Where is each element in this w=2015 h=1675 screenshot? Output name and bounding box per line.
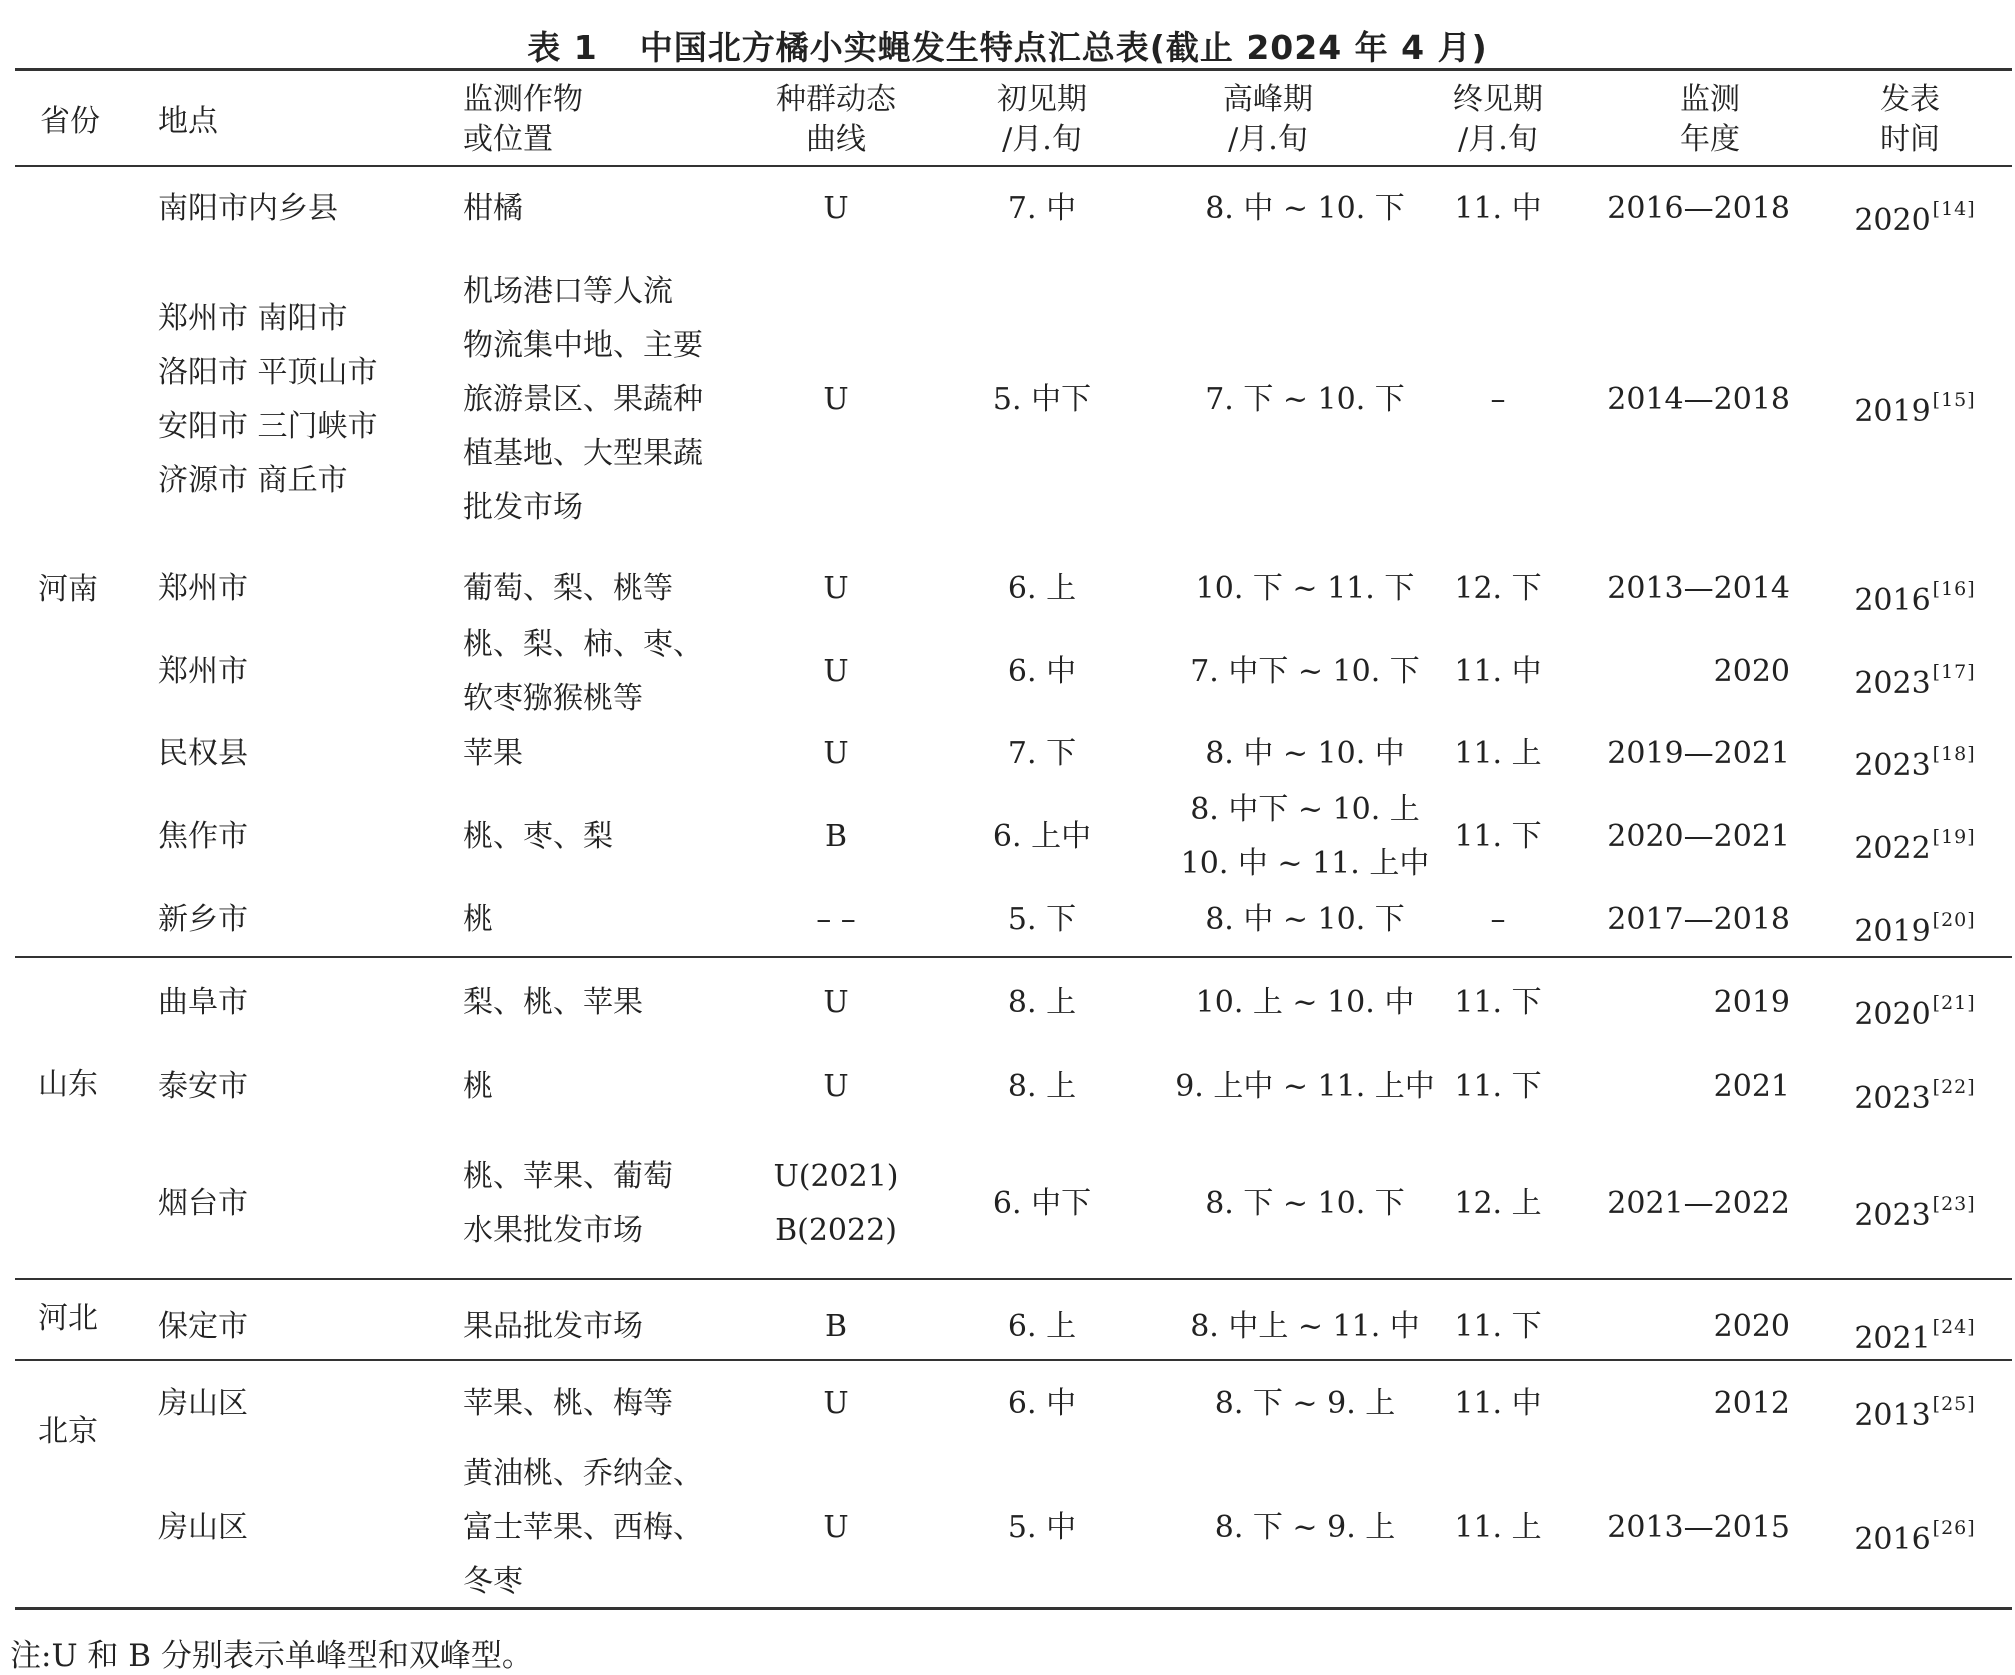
cell-pub [1820, 810, 2010, 876]
cell-curve: U [823, 654, 849, 689]
cell-location: 洛阳市 平顶山市 [158, 355, 378, 390]
cell-location: 新乡市 [158, 902, 248, 937]
cell-pub [1820, 976, 2010, 1042]
cell-years: 2013—2015 [1607, 1510, 1790, 1545]
reference-number: [21] [1932, 992, 1976, 1014]
cell-peak: 9. 上中 ~ 11. 上中 [1175, 1069, 1435, 1104]
cell-first: 6. 中 [1007, 654, 1077, 689]
cell-last: 11. 上 [1454, 736, 1542, 771]
header-peak-line2: /月.旬 [1228, 122, 1308, 157]
header-first-line1: 初见期 [997, 82, 1087, 117]
cell-pub [1820, 1377, 2010, 1443]
cell-last: 11. 中 [1454, 1386, 1542, 1421]
cell-years: 2020—2021 [1607, 819, 1790, 854]
cell-location: 曲阜市 [158, 985, 248, 1020]
bottom-rule [15, 1607, 2012, 1610]
cell-location: 南阳市内乡县 [158, 191, 338, 226]
cell-peak: 8. 下 ~ 9. 上 [1214, 1386, 1396, 1421]
cell-first: 5. 中 [1007, 1510, 1077, 1545]
cell-years: 2021—2022 [1607, 1186, 1790, 1221]
cell-location: 郑州市 南阳市 [158, 301, 348, 336]
pub-year: 2016 [1854, 583, 1931, 618]
cell-years: 2013—2014 [1607, 571, 1790, 606]
cell-peak: 7. 中下 ~ 10. 下 [1190, 654, 1420, 689]
cell-crop: 黄油桃、乔纳金、 [463, 1456, 703, 1491]
top-rule [15, 68, 2012, 71]
province-label-henan: 河南 [38, 572, 98, 607]
cell-crop: 富士苹果、西梅、 [463, 1510, 703, 1545]
cell-pub [1820, 1501, 2010, 1567]
cell-crop: 桃、枣、梨 [463, 819, 613, 854]
header-rule [15, 165, 2012, 167]
cell-crop: 梨、桃、苹果 [463, 985, 643, 1020]
cell-crop: 冬枣 [463, 1564, 523, 1599]
group-divider-hebei [15, 1359, 2012, 1361]
cell-last: 11. 上 [1454, 1510, 1542, 1545]
cell-peak: 7. 下 ~ 10. 下 [1205, 382, 1405, 417]
cell-years: 2014—2018 [1607, 382, 1790, 417]
cell-location: 房山区 [158, 1510, 248, 1545]
cell-crop: 桃、苹果、葡萄 [463, 1159, 673, 1194]
province-label-hebei: 河北 [38, 1301, 98, 1336]
header-crop-line1: 监测作物 [463, 82, 583, 117]
cell-pub [1820, 373, 2010, 439]
cell-curve: B [824, 1309, 848, 1344]
cell-last: 11. 中 [1454, 191, 1542, 226]
reference-number: [23] [1932, 1193, 1976, 1215]
cell-crop: 葡萄、梨、桃等 [463, 571, 673, 606]
pub-year: 2023 [1854, 1198, 1931, 1233]
pub-year: 2021 [1854, 1321, 1931, 1356]
cell-location: 房山区 [158, 1386, 248, 1421]
reference-number: [18] [1932, 743, 1976, 765]
cell-pub [1820, 182, 2010, 248]
header-pub-line1: 发表 [1880, 82, 1940, 117]
cell-crop: 柑橘 [463, 191, 523, 226]
reference-number: [17] [1932, 661, 1976, 683]
cell-first: 7. 下 [1007, 736, 1077, 771]
cell-years: 2019—2021 [1607, 736, 1790, 771]
pub-year: 2020 [1854, 203, 1931, 238]
cell-peak: 8. 下 ~ 10. 下 [1205, 1186, 1405, 1221]
cell-crop: 苹果 [463, 736, 523, 771]
header-curve-line2: 曲线 [806, 122, 866, 157]
cell-curve: U [823, 571, 849, 606]
cell-last: – [1490, 382, 1506, 417]
cell-curve: – – [816, 902, 856, 937]
cell-last: 11. 中 [1454, 654, 1542, 689]
cell-peak: 8. 中上 ~ 11. 中 [1190, 1309, 1420, 1344]
header-province: 省份 [40, 104, 100, 139]
reference-number: [24] [1932, 1316, 1976, 1338]
cell-peak: 8. 中 ~ 10. 中 [1205, 736, 1405, 771]
cell-curve: U [823, 382, 849, 417]
cell-location: 烟台市 [158, 1186, 248, 1221]
cell-first: 6. 中下 [992, 1186, 1092, 1221]
cell-last: 11. 下 [1454, 1069, 1542, 1104]
cell-peak: 8. 中下 ~ 10. 上 [1190, 792, 1420, 827]
group-divider-shandong [15, 1278, 2012, 1280]
cell-peak: 10. 中 ~ 11. 上中 [1180, 846, 1430, 881]
cell-curve: U [823, 1510, 849, 1545]
cell-last: 12. 下 [1454, 571, 1542, 606]
reference-number: [20] [1932, 909, 1976, 931]
cell-first: 6. 中 [1007, 1386, 1077, 1421]
cell-years: 2012 [1713, 1386, 1790, 1421]
cell-location: 焦作市 [158, 819, 248, 854]
cell-peak: 10. 上 ~ 10. 中 [1195, 985, 1415, 1020]
header-year-line1: 监测 [1680, 82, 1740, 117]
cell-last: 12. 上 [1454, 1186, 1542, 1221]
cell-years: 2019 [1713, 985, 1790, 1020]
cell-first: 7. 中 [1007, 191, 1077, 226]
table-caption [0, 22, 2015, 69]
cell-location: 泰安市 [158, 1069, 248, 1104]
cell-curve: U [823, 1069, 849, 1104]
header-year-line2: 年度 [1680, 122, 1740, 157]
cell-last: 11. 下 [1454, 985, 1542, 1020]
cell-crop: 机场港口等人流 [463, 274, 673, 309]
cell-pub [1820, 727, 2010, 793]
reference-number: [22] [1932, 1076, 1976, 1098]
cell-location: 济源市 商丘市 [158, 463, 348, 498]
reference-number: [26] [1932, 1517, 1976, 1539]
cell-years: 2020 [1713, 1309, 1790, 1344]
reference-number: [25] [1932, 1393, 1976, 1415]
cell-first: 6. 上 [1007, 1309, 1077, 1344]
cell-peak: 8. 中 ~ 10. 下 [1205, 902, 1405, 937]
cell-crop: 软枣猕猴桃等 [463, 681, 643, 716]
cell-curve: U(2021) [773, 1159, 899, 1194]
pub-year: 2022 [1854, 831, 1931, 866]
cell-curve: U [823, 985, 849, 1020]
cell-first: 6. 上 [1007, 571, 1077, 606]
cell-curve: B [824, 819, 848, 854]
cell-crop: 批发市场 [463, 490, 583, 525]
header-last-line2: /月.旬 [1458, 122, 1538, 157]
cell-years: 2020 [1713, 654, 1790, 689]
cell-crop: 果品批发市场 [463, 1309, 643, 1344]
cell-last: – [1490, 902, 1506, 937]
cell-peak: 8. 中 ~ 10. 下 [1205, 191, 1405, 226]
cell-pub [1820, 645, 2010, 711]
table-title: 中国北方橘小实蝇发生特点汇总表(截止 2024 年 4 月) [639, 28, 1488, 67]
cell-years: 2017—2018 [1607, 902, 1790, 937]
header-location: 地点 [158, 104, 218, 139]
cell-crop: 水果批发市场 [463, 1213, 643, 1248]
cell-crop: 桃 [463, 902, 493, 937]
cell-peak: 10. 下 ~ 11. 下 [1195, 571, 1415, 606]
header-crop-line2: 或位置 [463, 122, 553, 157]
cell-curve: U [823, 736, 849, 771]
cell-years: 2021 [1713, 1069, 1790, 1104]
cell-pub [1820, 1300, 2010, 1366]
cell-curve: B(2022) [775, 1213, 897, 1248]
cell-location: 民权县 [158, 736, 248, 771]
table-number: 表 1 [527, 28, 598, 67]
cell-peak: 8. 下 ~ 9. 上 [1214, 1510, 1396, 1545]
cell-location: 郑州市 [158, 654, 248, 689]
cell-crop: 植基地、大型果蔬 [463, 436, 703, 471]
pub-year: 2020 [1854, 997, 1931, 1032]
cell-first: 5. 中下 [992, 382, 1092, 417]
cell-pub [1820, 1060, 2010, 1126]
reference-number: [19] [1932, 826, 1976, 848]
pub-year: 2023 [1854, 748, 1931, 783]
header-first-line2: /月.旬 [1002, 122, 1082, 157]
cell-first: 6. 上中 [992, 819, 1092, 854]
cell-first: 5. 下 [1007, 902, 1077, 937]
table-note: 注:U 和 B 分别表示单峰型和双峰型。 [10, 1638, 533, 1674]
group-divider-henan [15, 956, 2012, 958]
cell-location: 安阳市 三门峡市 [158, 409, 378, 444]
cell-location: 保定市 [158, 1309, 248, 1344]
cell-crop: 苹果、桃、梅等 [463, 1386, 673, 1421]
cell-pub [1820, 562, 2010, 628]
pub-year: 2019 [1854, 914, 1931, 949]
cell-last: 11. 下 [1454, 819, 1542, 854]
cell-first: 8. 上 [1007, 985, 1077, 1020]
cell-crop: 旅游景区、果蔬种 [463, 382, 703, 417]
pub-year: 2023 [1854, 666, 1931, 701]
cell-pub [1820, 893, 2010, 959]
cell-first: 8. 上 [1007, 1069, 1077, 1104]
cell-curve: U [823, 191, 849, 226]
province-label-beijing: 北京 [38, 1414, 98, 1449]
cell-crop: 桃 [463, 1069, 493, 1104]
cell-location: 郑州市 [158, 571, 248, 606]
header-pub-line2: 时间 [1880, 122, 1940, 157]
reference-number: [16] [1932, 578, 1976, 600]
cell-crop: 物流集中地、主要 [463, 328, 703, 363]
reference-number: [14] [1932, 198, 1976, 220]
pub-year: 2019 [1854, 394, 1931, 429]
cell-crop: 桃、梨、柿、枣、 [463, 627, 703, 662]
header-last-line1: 终见期 [1453, 82, 1543, 117]
reference-number: [15] [1932, 389, 1976, 411]
cell-pub [1820, 1177, 2010, 1243]
cell-curve: U [823, 1386, 849, 1421]
pub-year: 2016 [1854, 1522, 1931, 1557]
pub-year: 2023 [1854, 1081, 1931, 1116]
cell-last: 11. 下 [1454, 1309, 1542, 1344]
cell-years: 2016—2018 [1607, 191, 1790, 226]
header-peak-line1: 高峰期 [1223, 82, 1313, 117]
header-curve-line1: 种群动态 [776, 82, 896, 117]
province-label-shandong: 山东 [38, 1067, 98, 1102]
pub-year: 2013 [1854, 1398, 1931, 1433]
